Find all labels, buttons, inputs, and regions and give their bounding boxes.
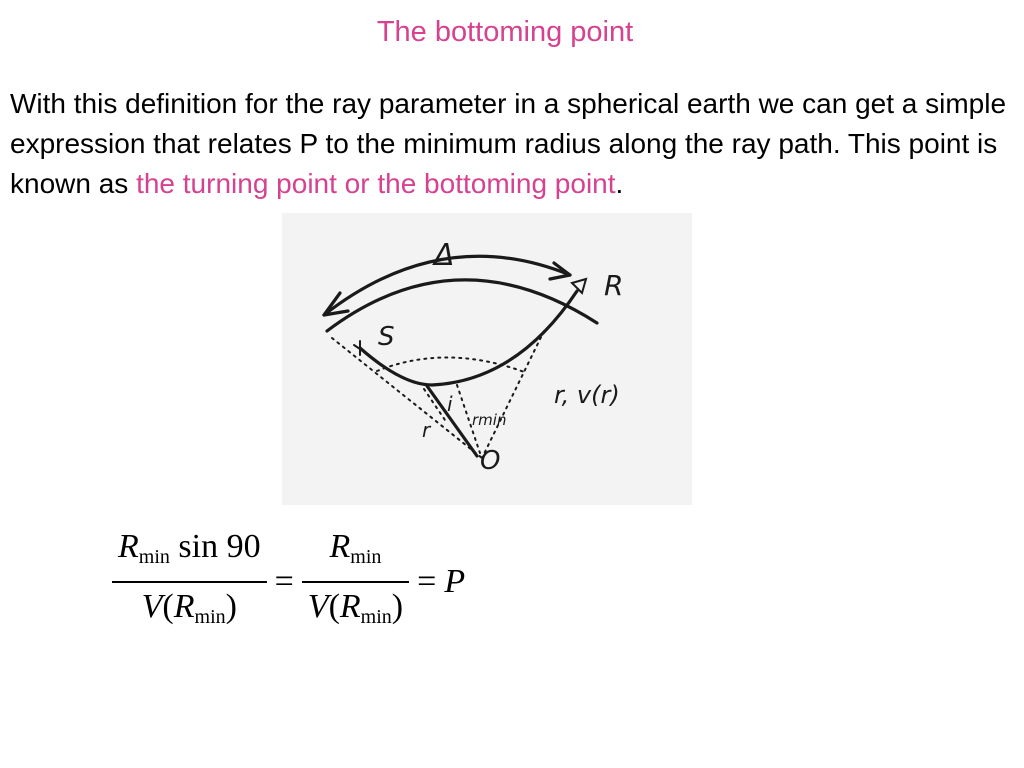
mid-den-sub: min: [360, 605, 392, 628]
mid-fraction-bar: [302, 581, 409, 583]
ray-parameter-equation: [112, 522, 473, 642]
equals-sign-2: =: [417, 563, 437, 600]
source-marker: [354, 341, 366, 355]
receiver-marker: [572, 279, 586, 293]
center-label: O: [480, 446, 501, 476]
lhs-fraction: [112, 525, 267, 639]
lhs-num-sin: sin 90: [178, 528, 261, 566]
ray-parameter-P: P: [444, 563, 466, 600]
dotted-radius-left: [332, 338, 482, 458]
lhs-den-sub: min: [194, 605, 226, 628]
mid-denominator: [302, 585, 409, 639]
radius-label: r: [422, 418, 431, 442]
lhs-den-open: (: [162, 587, 174, 625]
mid-den-V: V: [307, 587, 329, 625]
body-text-end: .: [615, 168, 624, 199]
mid-den-open: (: [328, 587, 340, 625]
lhs-den-close: ): [225, 587, 237, 625]
lhs-num-sub: min: [138, 546, 170, 569]
lhs-denominator: [136, 585, 243, 639]
receiver-label: R: [604, 269, 624, 302]
incidence-angle-label: i: [447, 392, 453, 416]
ray-path-sketch: [282, 213, 692, 505]
mid-numerator: [324, 525, 388, 579]
body-text-highlight: the turning point or the bottoming point: [136, 168, 616, 199]
equals-sign-1: =: [274, 563, 294, 600]
delta-label: Δ: [434, 238, 455, 273]
delta-arrow-head-left: [324, 293, 348, 315]
mid-fraction: [302, 525, 409, 639]
mid-num-sub: min: [350, 546, 382, 569]
dotted-radius-right: [482, 331, 544, 458]
radius-velocity-label: r, v(r): [554, 381, 620, 409]
dotted-circle-rmin: [377, 357, 527, 373]
mid-den-close: ): [391, 587, 404, 625]
source-label: S: [378, 322, 395, 352]
lhs-den-R: R: [173, 587, 195, 625]
lhs-den-V: V: [141, 587, 163, 625]
lhs-fraction-bar: [112, 581, 267, 583]
slide-title: The bottoming point: [376, 16, 634, 48]
lhs-numerator: [112, 525, 267, 579]
rmin-label: rmin: [472, 411, 507, 429]
body-paragraph: [10, 84, 1010, 204]
mid-num-R: R: [329, 528, 351, 566]
body-text-plain: With this definition for the ray parameter in a spherical earth we can get a simple expression that relates P to the minimum radius along the ray path. This point is known as: [10, 88, 1007, 199]
mid-den-R: R: [339, 587, 361, 625]
lhs-num-R: R: [118, 528, 139, 566]
ray-path-sketch-svg: [282, 213, 692, 505]
